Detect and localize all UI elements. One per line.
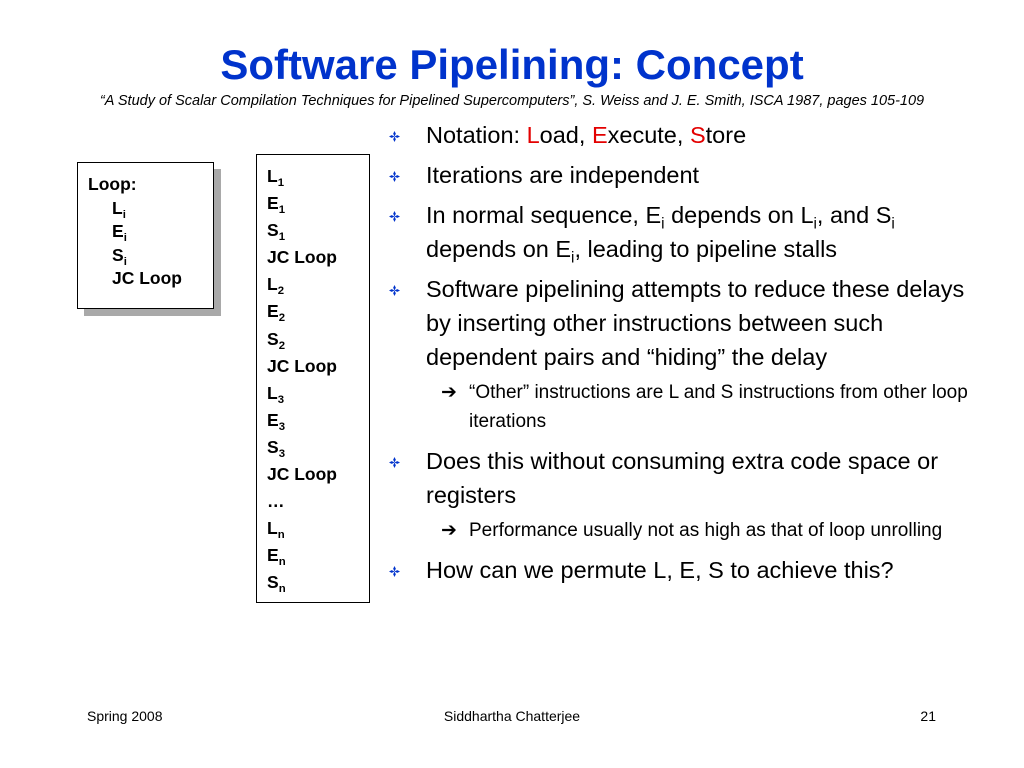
- sequence-line: $S_3$: [267, 436, 286, 460]
- sequence-line: JC Loop: [267, 355, 337, 376]
- bullet-normal-sequence: In normal sequence, $E_i$ depends on $L_i$, and $S_i$ depends on $E_i$, leading to pipeline stalls: [385, 198, 985, 266]
- four-diamond-bullet-icon: [389, 566, 400, 577]
- loop-code-box: [77, 162, 214, 309]
- loop-label: Loop:: [88, 174, 137, 194]
- sequence-line: $S_n$: [267, 572, 286, 596]
- sequence-line: JC Loop: [267, 464, 337, 485]
- four-diamond-bullet-icon: [389, 457, 400, 468]
- bullet-no-extra-space: Does this without consuming extra code space or registers: [385, 444, 985, 512]
- footer-date: Spring 2008: [87, 708, 163, 724]
- right-arrow-icon: ➔: [441, 382, 457, 403]
- bullet-notation: Notation: Load, Execute, Store: [385, 118, 985, 152]
- sub-bullet-performance: ➔ Performance usually not as high as that of loop unrolling: [385, 516, 985, 545]
- sequence-line: $E_3$: [267, 409, 286, 433]
- bullet-independent: Iterations are independent: [385, 158, 985, 192]
- slide-title: Software Pipelining: Concept: [220, 41, 804, 88]
- four-diamond-bullet-icon: [389, 285, 400, 296]
- four-diamond-bullet-icon: [389, 131, 400, 142]
- sequence-line: $L_n$: [267, 518, 285, 542]
- four-diamond-bullet-icon: [389, 211, 400, 222]
- four-diamond-bullet-icon: [389, 171, 400, 182]
- sequence-line: $E_n$: [267, 545, 286, 569]
- sequence-line: $E_1$: [267, 193, 286, 217]
- sub-bullet-other-instructions: ➔ “Other” instructions are L and S instructions from other loop iterations: [385, 378, 985, 436]
- right-arrow-icon: ➔: [441, 520, 457, 541]
- sequence-line: JC Loop: [267, 247, 337, 268]
- sequence-line: $L_1$: [267, 166, 285, 189]
- loop-line-jump: JC Loop: [112, 268, 182, 288]
- bullet-list: [385, 118, 985, 593]
- loop-line-execute: $E_i$: [112, 221, 127, 244]
- instruction-sequence-box: [256, 154, 370, 603]
- bullet-software-pipelining: Software pipelining attempts to reduce these delays by inserting other instructions between such dependent pairs and “hiding” the delay: [385, 272, 985, 374]
- slide-number: 21: [920, 708, 936, 724]
- sequence-line: $S_2$: [267, 328, 286, 352]
- sequence-line: $L_3$: [267, 382, 285, 406]
- sequence-line: $E_2$: [267, 301, 286, 325]
- loop-line-store: $S_i$: [112, 244, 127, 268]
- loop-line-load: $L_i$: [112, 197, 126, 221]
- footer-author: Siddhartha Chatterjee: [443, 708, 581, 724]
- sequence-line: $S_1$: [267, 220, 286, 244]
- sequence-line: $L_2$: [267, 274, 285, 298]
- sequence-line: …: [267, 491, 285, 512]
- bullet-permute-question: How can we permute L, E, S to achieve this?: [385, 553, 985, 587]
- citation-subtitle: “A Study of Scalar Compilation Techniques for Pipelined Supercomputers”, S. Weiss and J. E. Smith, ISCA 1987, pages 105-109: [99, 93, 925, 109]
